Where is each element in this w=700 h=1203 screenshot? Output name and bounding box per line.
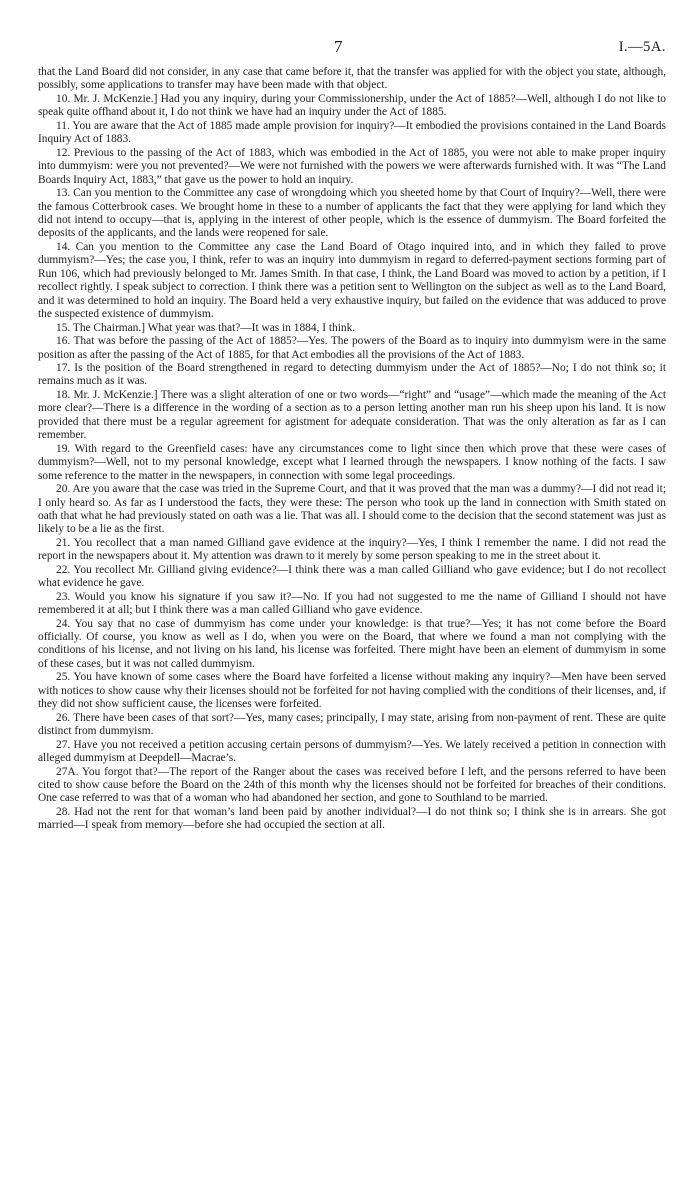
paragraph: 16. That was before the passing of the Act of 1885?—Yes. The powers of the Board as to inquiry into dummyism were in the same position as after the passing of the Act of 1885, for that Act embodies all the provisions of the Act of 1883. xyxy=(38,335,666,361)
document-reference: I.—5A. xyxy=(618,39,666,55)
paragraph: 18. Mr. J. McKenzie.] There was a slight alteration of one or two words—“right” and “usage”—which made the meaning of the Act more clear?—There is a difference in the wording of a section as to a person letting another man run his sheep upon his land. It is now provided that there must be a regular agreement for agistment for adequate consideration. That was the only alteration as far as I can remember. xyxy=(38,388,666,442)
paragraph: 17. Is the position of the Board strengthened in regard to detecting dummyism under the Act of 1885?—No; I do not think so; it remains much as it was. xyxy=(38,361,666,388)
paragraph: 20. Are you aware that the case was tried in the Supreme Court, and that it was proved that the man was a dummy?—I did not read it; I only heard so. As far as I understood the facts, they were these: The person who took up the land in connection with Smith stated on oath that what he had previously stated on oath was a lie. That was all. I should come to the decision that the second statement was just as likely to be a lie as the first. xyxy=(38,483,666,536)
paragraph: 28. Had not the rent for that woman’s land been paid by another individual?—I do not think so; I think she is in arrears. She got married—I speak from memory—before she had occupied the section at all. xyxy=(38,805,666,832)
paragraph: 22. You recollect Mr. Gilliand giving evidence?—I think there was a man called Gilliand who gave evidence; but I do not recollect what evidence he gave. xyxy=(38,563,666,590)
paragraph: 14. Can you mention to the Committee any case the Land Board of Otago inquired into, and in which they failed to prove dummyism?—Yes; the case you, I think, refer to was an inquiry into dummyism in regard to deferred-payment sections forming part of Run 106, which had previously belonged to Mr. James Smith. In that case, I think, the Land Board was moved to action by a petition, if I recollect rightly. I speak subject to correction. I think there was a petition sent to Wellington on the subject as well as to the Land Board, and it was determined to hold an inquiry. The Board held a very exhaustive inquiry, but failed on the evidence that was adduced to prove the suspected existence of dummyism. xyxy=(38,240,666,321)
paragraph: 21. You recollect that a man named Gilliand gave evidence at the inquiry?—Yes, I think I remember the name. I did not read the report in the newspapers about it. My attention was drawn to it merely by some person speaking to me in the street about it. xyxy=(38,536,666,563)
document-body xyxy=(38,66,666,833)
paragraph: 13. Can you mention to the Committee any case of wrongdoing which you sheeted home by that Court of Inquiry?—Well, there were the famous Cotterbrook cases. We brought home in these to a number of applicants the fact that they were applying for land which they did not intend to occupy—that is, applying in the interest of other people, which is the essence of dummyism. The Board forfeited the deposits of the applicants, and the lands were reopened for sale. xyxy=(38,187,666,240)
paragraph: 11. You are aware that the Act of 1885 made ample provision for inquiry?—It embodied the provisions contained in the Land Boards Inquiry Act of 1883. xyxy=(38,119,666,146)
paragraph: that the Land Board did not consider, in any case that came before it, that the transfer was applied for with the object you state, although, possibly, some applications to transfer may have been made with that object. xyxy=(38,66,666,92)
paragraph: 10. Mr. J. McKenzie.] Had you any inquiry, during your Commissionership, under the Act of 1885?—Well, although I do not like to speak quite offhand about it, I do not think we have had an inquiry under the Act of 1885. xyxy=(38,92,666,119)
paragraph: 27. Have you not received a petition accusing certain persons of dummyism?—Yes. We lately received a petition in connection with alleged dummyism at Deepdell—Macrae’s. xyxy=(38,738,666,765)
paragraph: 15. The Chairman.] What year was that?—It was in 1884, I think. xyxy=(56,321,356,334)
paragraph: 12. Previous to the passing of the Act of 1883, which was embodied in the Act of 1885, you were not able to make proper inquiry into dummyism: were you not prevented?—We were not furnished with the powers we were afterwards furnished with. It was “The Land Boards Inquiry Act, 1883,” that gave us the power to hold an inquiry. xyxy=(38,146,666,186)
document-page xyxy=(38,37,666,833)
paragraph: 23. Would you know his signature if you saw it?—No. If you had not suggested to me the name of Gilliand I should not have remembered it at all; but I think there was a man called Gilliand who gave evidence. xyxy=(38,590,666,617)
paragraph: 27A. You forgot that?—The report of the Ranger about the cases was received before I left, and the persons referred to have been cited to show cause before the Board on the 24th of this month why the licenses should not be forfeited for breaches of their conditions. One case referred to was that of a woman who had abandoned her section, and gone to Southland to be married. xyxy=(38,765,666,805)
paragraph: 24. You say that no case of dummyism has come under your knowledge: is that true?—Yes; it has not come before the Board officially. Of course, you know as well as I do, when you were on the Board, that where we found a man not complying with the conditions of his license, and not living on his land, his license was forfeited. There might have been an element of dummyism in some of these cases, but it was not called dummyism. xyxy=(38,617,666,670)
paragraph: 26. There have been cases of that sort?—Yes, many cases; principally, I may state, arising from non-payment of rent. These are quite distinct from dummyism. xyxy=(38,711,666,738)
paragraph: 25. You have known of some cases where the Board have forfeited a license without making any inquiry?—Men have been served with notices to show cause why their licenses should not be forfeited for not having complied with the conditions of their licenses, and, if they did not show sufficient cause, the licenses were forfeited. xyxy=(38,671,666,711)
page-number: 7 xyxy=(334,37,343,56)
page-header xyxy=(38,37,666,66)
paragraph: 19. With regard to the Greenfield cases: have any circumstances come to light since then which prove that these were cases of dummyism?—Well, not to my personal knowledge, except what I learned through the newspapers. I know nothing of the facts. I saw some reference to the matter in the newspapers, in connection with some legal proceedings. xyxy=(38,442,666,482)
